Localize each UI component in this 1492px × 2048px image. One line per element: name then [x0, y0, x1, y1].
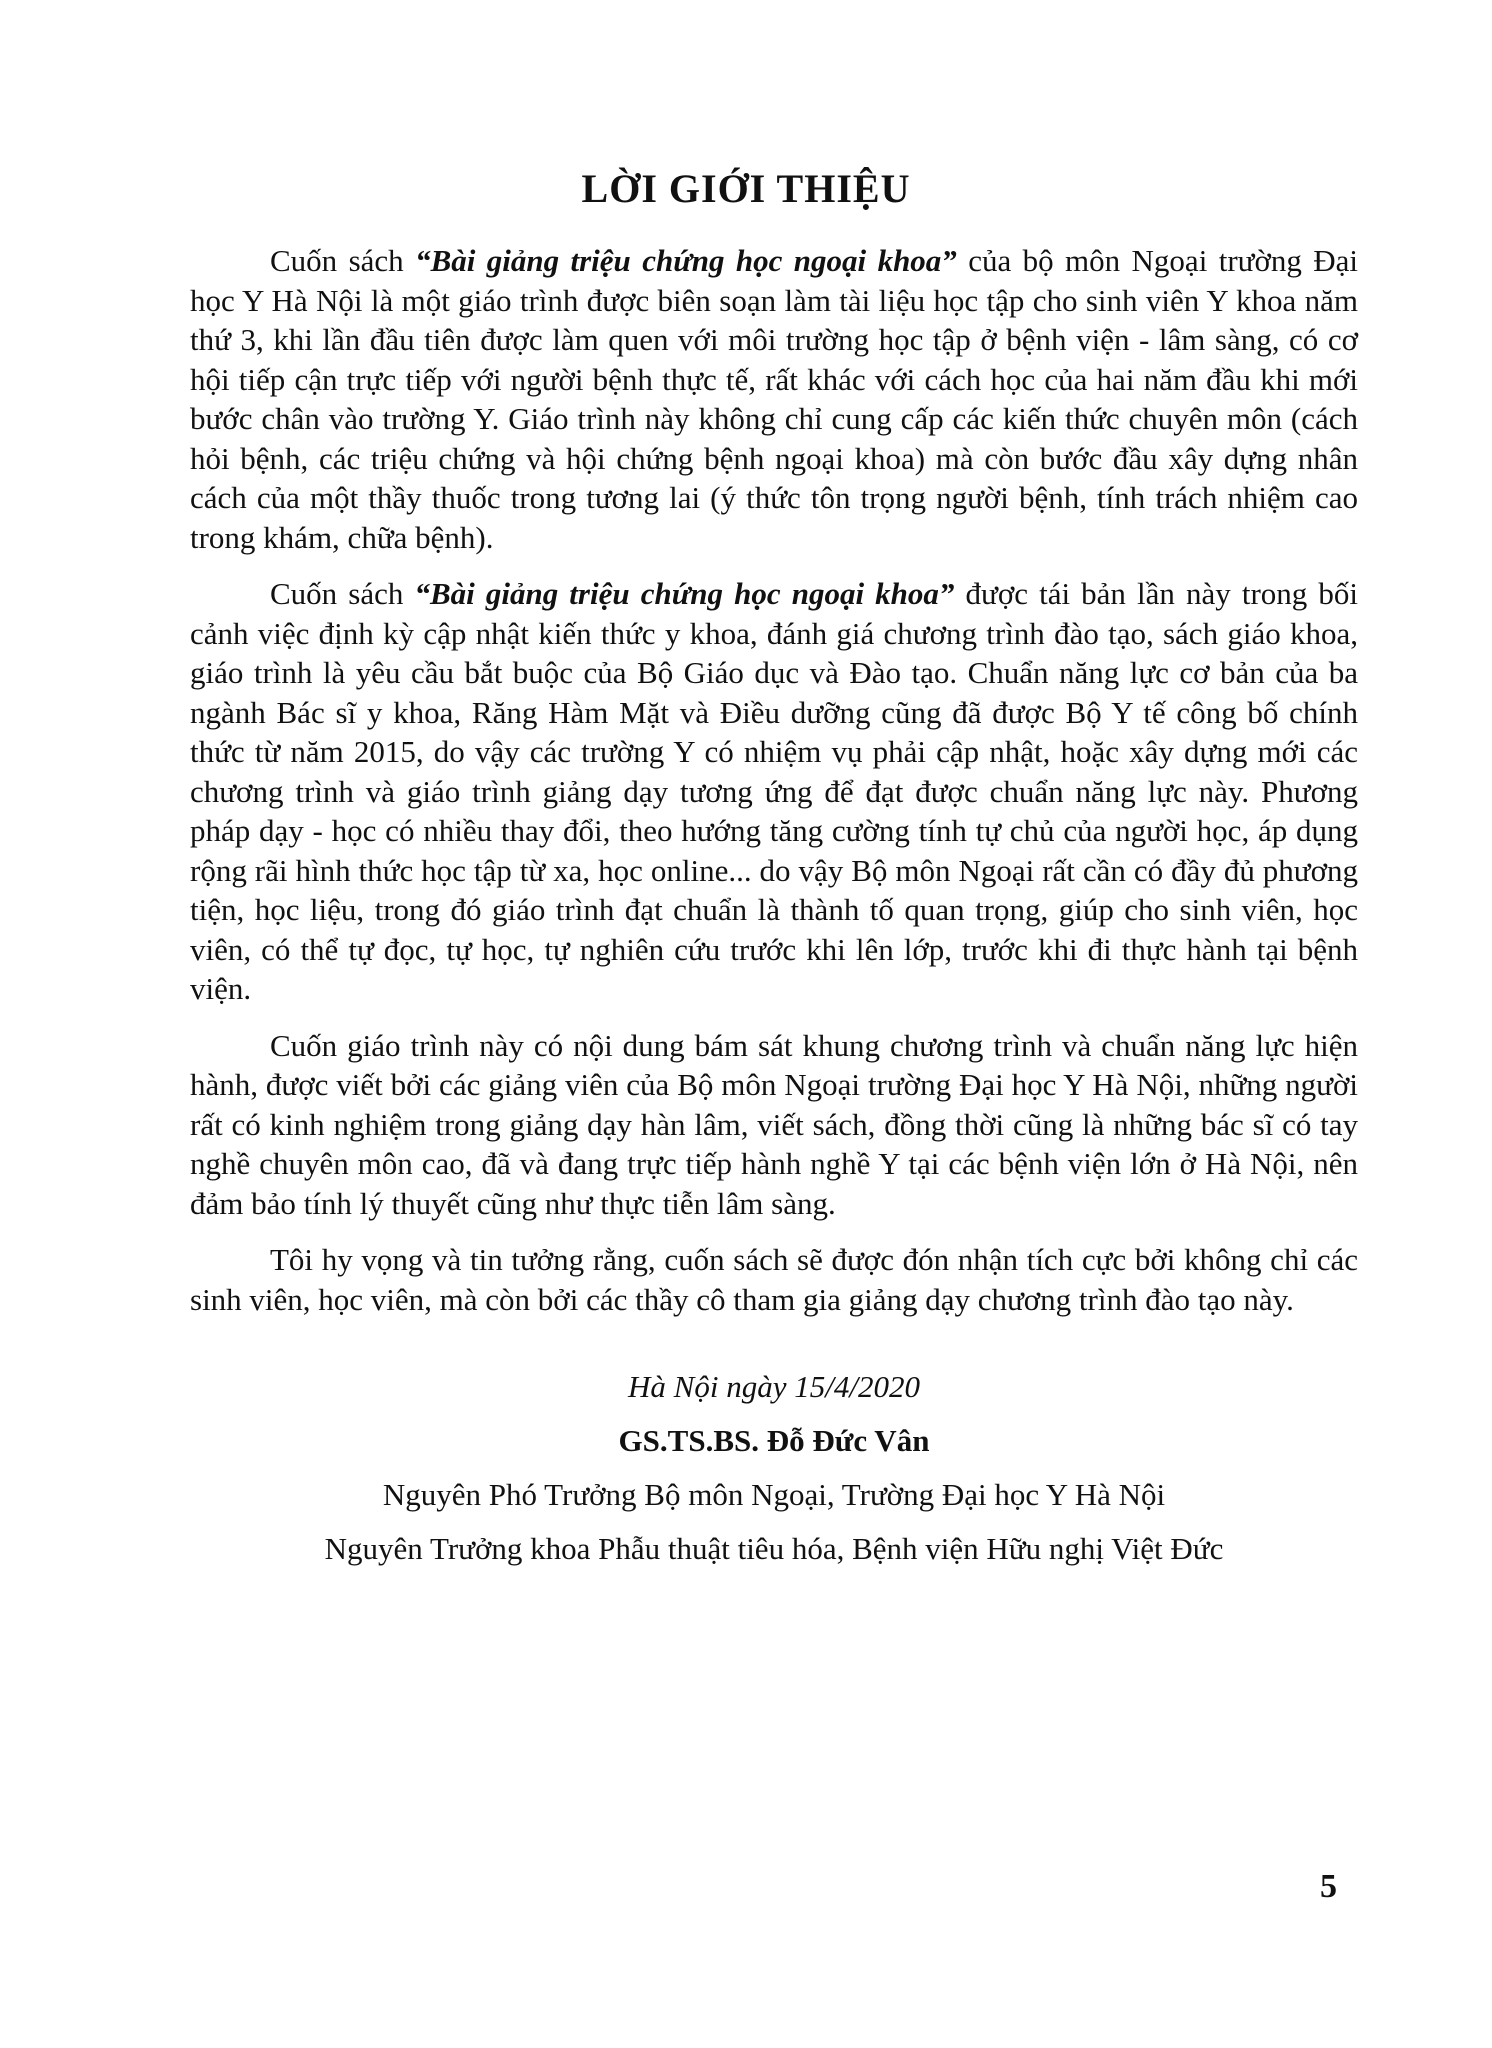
signature-role-2: Nguyên Trưởng khoa Phẫu thuật tiêu hóa, Bệnh viện Hữu nghị Việt Đức: [324, 1531, 1224, 1566]
paragraph-2-lead: Cuốn sách: [270, 576, 415, 611]
paragraph-3-text: Cuốn giáo trình này có nội dung bám sát khung chương trình và chuẩn năng lực hiện hành, được viết bởi các giảng viên của Bộ môn Ngoại trường Đại học Y Hà Nội, những người rất có kinh nghiệm trong giảng dạy hàn lâm, viết sách, đồng thời cũng là những bác sĩ có tay nghề chuyên môn cao, đã và đang trực tiếp hành nghề Y tại các bệnh viện lớn ở Hà Nội, nên đảm bảo tính lý thuyết cũng như thực tiễn lâm sàng.: [190, 1027, 1358, 1221]
signature-role-1: Nguyên Phó Trưởng Bộ môn Ngoại, Trường Đại học Y Hà Nội: [382, 1477, 1166, 1512]
paragraph-2: [190, 574, 1358, 1009]
paragraph-2-rest: được tái bản lần này trong bối cảnh việc định kỳ cập nhật kiến thức y khoa, đánh giá chương trình đào tạo, sách giáo khoa, giáo trình là yêu cầu bắt buộc của Bộ Giáo dục và Đào tạo. Chuẩn năng lực cơ bản của ba ngành Bác sĩ y khoa, Răng Hàm Mặt và Điều dưỡng cũng đã được Bộ Y tế công bố chính thức từ năm 2015, do vậy các trường Y có nhiệm vụ phải cập nhật, hoặc xây dựng mới các chương trình và giáo trình giảng dạy tương ứng để đạt được chuẩn năng lực này. Phương pháp dạy - học có nhiều thay đổi, theo hướng tăng cường tính tự chủ của người học, áp dụng rộng rãi hình thức học tập từ xa, học online... do vậy Bộ môn Ngoại rất cần có đầy đủ phương tiện, học liệu, trong đó giáo trình đạt chuẩn là thành tố quan trọng, giúp cho sinh viên, học viên, có thể tự đọc, tự học, tự nghiên cứu trước khi lên lớp, trước khi đi thực hành tại bệnh viện.: [190, 576, 1359, 1006]
book-title-emphasis: “Bài giảng triệu chứng học ngoại khoa”: [415, 243, 957, 278]
paragraph-3: [190, 1026, 1358, 1224]
book-title-emphasis: “Bài giảng triệu chứng học ngoại khoa”: [414, 576, 955, 611]
signature-name: GS.TS.BS. Đỗ Đức Vân: [618, 1423, 930, 1458]
page-title: LỜI GIỚI THIỆU: [581, 166, 911, 211]
signature-date: Hà Nội ngày 15/4/2020: [628, 1369, 920, 1404]
paragraph-1-lead: Cuốn sách: [270, 243, 416, 278]
paragraph-4: [190, 1240, 1358, 1319]
paragraph-4-text: Tôi hy vọng và tin tưởng rằng, cuốn sách sẽ được đón nhận tích cực bởi không chỉ các sinh viên, học viên, mà còn bởi các thầy cô tham gia giảng dạy chương trình đào tạo này.: [190, 1242, 1358, 1317]
signature-block: [190, 1360, 1358, 1576]
intro-body: [190, 241, 1358, 1336]
paragraph-1-rest: của bộ môn Ngoại trường Đại học Y Hà Nội là một giáo trình được biên soạn làm tài liệu học tập cho sinh viên Y khoa năm thứ 3, khi lần đầu tiên được làm quen với môi trường học tập ở bệnh viện - lâm sàng, có cơ hội tiếp cận trực tiếp với người bệnh thực tế, rất khác với cách học của hai năm đầu khi mới bước chân vào trường Y. Giáo trình này không chỉ cung cấp các kiến thức chuyên môn (cách hỏi bệnh, các triệu chứng và hội chứng bệnh ngoại khoa) mà còn bước đầu xây dựng nhân cách của một thầy thuốc trong tương lai (ý thức tôn trọng người bệnh, tính trách nhiệm cao trong khám, chữa bệnh).: [190, 243, 1358, 555]
page-number: 5: [1320, 1868, 1337, 1905]
paragraph-1: [190, 241, 1358, 557]
